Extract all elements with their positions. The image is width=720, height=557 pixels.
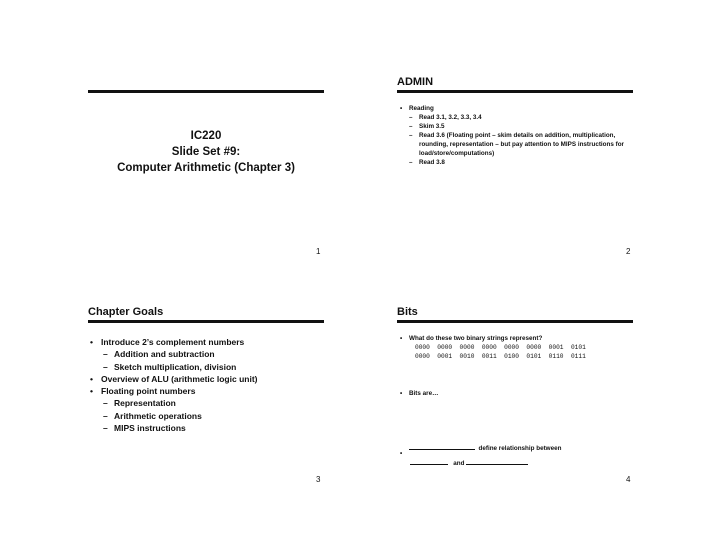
slide-2-content [400, 104, 640, 167]
blank-line [410, 458, 448, 465]
slide-3-title-rule [88, 320, 324, 323]
slide-2 [360, 0, 720, 278]
slide-number: 4 [626, 475, 631, 484]
blank-line [466, 458, 528, 465]
sub-item: – Read 3.8 [409, 158, 640, 167]
question-text: • What do these two binary strings represent? [400, 335, 542, 342]
sub-item: – Skim 3.5 [409, 122, 640, 131]
slide-1-title-line: IC220 [190, 130, 222, 142]
slide-4-question [400, 335, 542, 342]
slide-4-title: Bits [397, 306, 418, 318]
slide-4 [360, 279, 720, 557]
slide-1-title-line: Computer Arithmetic (Chapter 3) [117, 162, 295, 174]
slide-3-content [90, 336, 330, 434]
sub-item: – Arithmetic operations [103, 410, 330, 422]
sub-item: – MIPS instructions [103, 422, 330, 434]
sub-item: – Read 3.6 (Floating point – skim details on addition, multiplication, rounding, representation – but pay attention to MIPS instructions for load/store/computations) [409, 131, 629, 158]
slide-4-bits-are [400, 390, 438, 397]
slide-4-define-line [400, 443, 561, 452]
bullet-item: • Overview of ALU (arithmetic logic unit) [90, 373, 330, 385]
define-text: define relationship between [478, 445, 562, 452]
slide-4-title-rule [397, 320, 633, 323]
slide-1-title-rule [88, 90, 324, 93]
bullet-item: • Floating point numbers [90, 385, 330, 397]
sub-item: – Representation [103, 397, 330, 409]
slide-number: 1 [316, 247, 321, 256]
binary-string-1: 0000 0000 0000 0000 0000 0000 0001 0101 [415, 344, 586, 351]
binary-string-2: 0000 0001 0010 0011 0100 0101 0110 0111 [415, 353, 586, 360]
slide-2-title: ADMIN [397, 76, 434, 88]
slide-2-title-rule [397, 90, 633, 93]
and-text: and [453, 460, 465, 467]
slide-1-title [88, 128, 324, 176]
slide-4-and-line [410, 458, 528, 467]
slide-1-title-line: Slide Set #9: [171, 146, 241, 158]
slide-number: 3 [316, 475, 321, 484]
sub-item: – Sketch multiplication, division [103, 361, 330, 373]
bullet-item: • Introduce 2’s complement numbers [90, 336, 330, 348]
sub-item: – Addition and subtraction [103, 348, 330, 360]
bullet-item: • Reading [400, 104, 640, 113]
slide-number: 2 [626, 247, 631, 256]
blank-line [409, 443, 475, 450]
slide-3-title: Chapter Goals [88, 306, 164, 318]
bits-are-text: • Bits are… [400, 390, 438, 397]
sub-item: – Read 3.1, 3.2, 3.3, 3.4 [409, 113, 640, 122]
